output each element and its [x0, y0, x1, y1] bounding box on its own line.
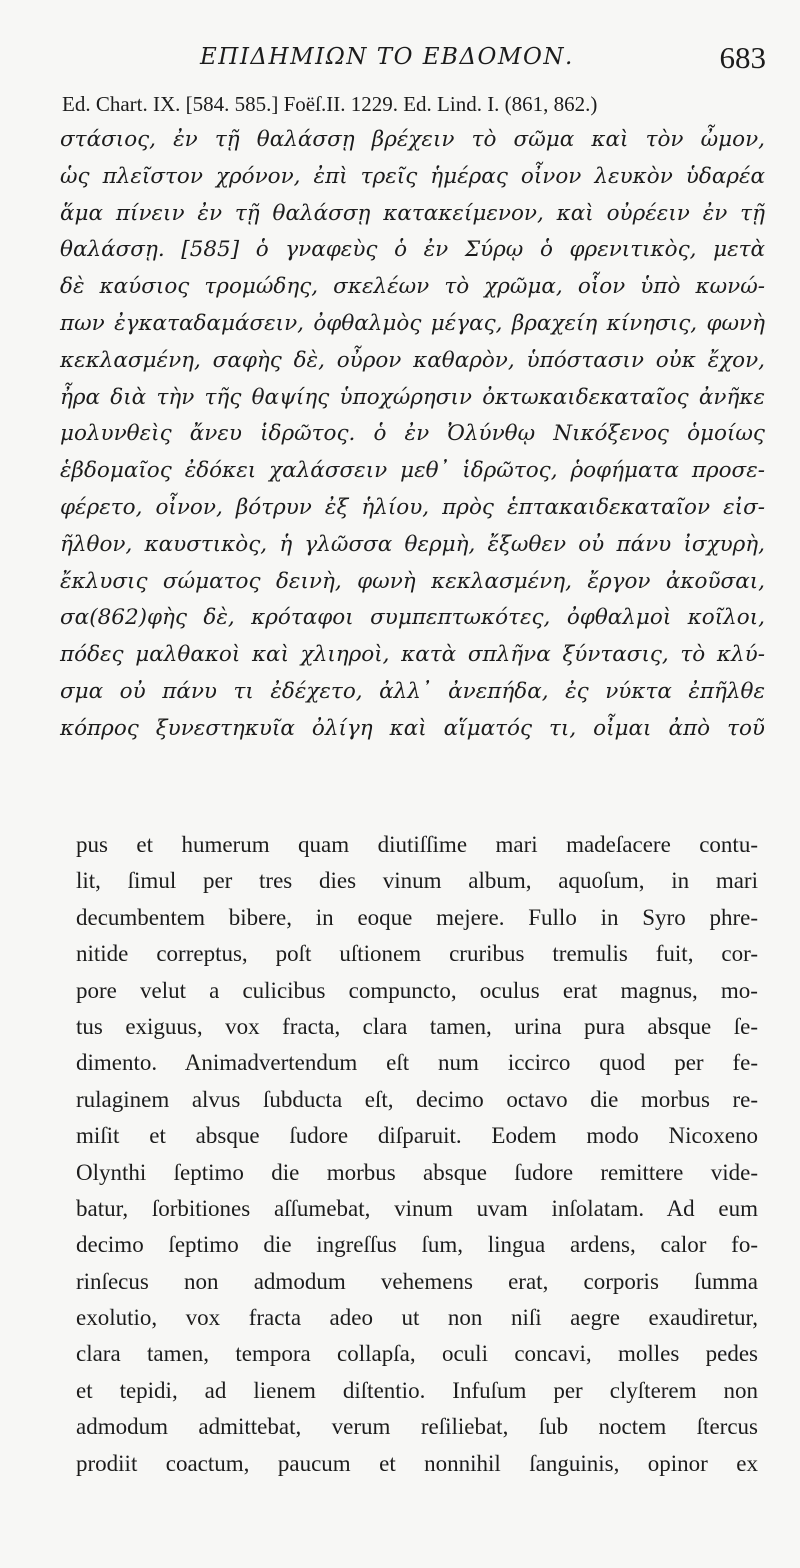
latin-text-line: nitide correptus, poſt uſtionem cruribus tremulis fuit, cor- — [76, 941, 758, 967]
greek-text-line: φέρετο, οἶνον, βότρυν ἐξ ἡλίου, πρὸς ἑπτακαιδεκαταῖον εἰσ- — [60, 494, 766, 520]
greek-text-line: μολυνθεὶς ἄνευ ἱδρῶτος. ὁ ἐν Ὀλύνθῳ Νικόξενος ὁμοίως — [60, 421, 765, 447]
latin-text-line: rulaginem alvus ſubducta eſt, decimo octavo die morbus re- — [76, 1086, 759, 1112]
page-number: 683 — [719, 40, 766, 75]
greek-text-line: ἔκλυσις σώματος δεινὴ, φωνὴ κεκλασμένη, ἔργον ἀκοῦσαι, — [60, 568, 766, 594]
greek-text-line: πων ἐγκαταδαμάσειν, ὀφθαλμὸς μέγας, βραχείη κίνησις, φωνὴ — [60, 310, 765, 336]
latin-text-line: exolutio, vox fracta adeo ut non niſi aegre exaudiretur, — [76, 1305, 759, 1331]
greek-text-line: σα(862)φὴς δὲ, κρόταφοι συμπεπτωκότες, ὀφθαλμοὶ κοῖλοι, — [60, 605, 765, 631]
greek-text-line: ἦρα διὰ τὴν τῆς θαψίης ὑποχώρησιν ὀκτωκαιδεκαταῖος ἀνῆκε — [60, 384, 766, 410]
greek-text-line: θαλάσσῃ. [585] ὁ γναφεὺς ὁ ἐν Σύρῳ ὁ φρενιτικὸς, μετὰ — [60, 237, 766, 263]
latin-text-line: Olynthi ſeptimo die morbus absque ſudore remittere vide- — [76, 1159, 758, 1185]
greek-text-line: κόπρος ξυνεστηκυῖα ὀλίγη καὶ αἵματός τι, οἶμαι ἀπὸ τοῦ — [60, 715, 765, 741]
latin-text-line: pore velut a culicibus compuncto, oculus erat magnus, mo- — [76, 977, 758, 1003]
latin-translation-block — [76, 827, 766, 1482]
latin-text-line: pus et humerum quam diutiſſime mari madeſacere contu- — [76, 832, 758, 857]
greek-text-line: ῆλθον, καυστικὸς, ἡ γλῶσσα θερμὴ, ἔξωθεν οὐ πάνυ ἰσχυρὴ, — [60, 531, 766, 557]
latin-text-line: dimento. Animadvertendum eſt num iccirco quod per fe- — [76, 1050, 759, 1076]
page-header — [60, 38, 770, 88]
latin-text-line: admodum admittebat, verum reſiliebat, ſub noctem ſtercus — [76, 1414, 758, 1440]
latin-text-line: tus exiguus, vox fracta, clara tamen, urina pura absque ſe- — [76, 1013, 759, 1039]
latin-text-line: batur, ſorbitiones aſſumebat, vinum uvam inſolatam. Ad eum — [76, 1195, 759, 1221]
greek-text-line: πόδες μαλθακοὶ καὶ χλιηροὶ, κατὰ σπλῆνα ξύντασις, τὸ κλύ- — [60, 642, 765, 668]
greek-text-line: ἑβδομαῖος ἐδόκει χαλάσσειν μεθ᾽ ἱδρῶτος, ῥοφήματα προσε- — [60, 458, 766, 484]
latin-text-line: decimo ſeptimo die ingreſſus ſum, lingua ardens, calor fo- — [76, 1232, 758, 1258]
latin-text-line: prodiit coactum, paucum et nonnihil ſanguinis, opinor ex — [76, 1450, 758, 1476]
latin-text-line: clara tamen, tempora collapſa, oculi concavi, molles pedes — [76, 1341, 758, 1367]
latin-text-line: lit, ſimul per tres dies vinum album, aquoſum, in mari — [76, 868, 758, 894]
running-head: ΕΠΙΔΗΜΙΩΝ ΤΟ ΕΒΔΟΜΟΝ. — [200, 44, 574, 70]
greek-text-line: ὡς πλεῖστον χρόνον, ἐπὶ τρεῖς ἡμέρας οἶνον λευκὸν ὑδαρέα — [60, 163, 766, 189]
greek-text-line: ἅμα πίνειν ἐν τῇ θαλάσσῃ κατακείμενον, καὶ οὐρέειν ἐν τῇ — [60, 200, 765, 226]
greek-text-line: σμα οὐ πάνυ τι ἐδέχετο, ἀλλ᾽ ἀνεπήδα, ἐς νύκτα ἐπῆλθε — [60, 678, 766, 704]
edition-reference: Ed. Chart. IX. [584. 585.] Foëſ.II. 1229. Ed. Lind. I. (861, 862.) — [62, 92, 598, 116]
latin-text-line: rinſecus non admodum vehemens erat, corporis ſumma — [76, 1268, 758, 1294]
latin-text-line: decumbentem bibere, in eoque mejere. Fullo in Syro phre- — [76, 904, 759, 930]
latin-text-line: et tepidi, ad lienem diſtentio. Infuſum per clyſterem non — [76, 1377, 759, 1403]
latin-text-line: miſit et absque ſudore diſparuit. Eodem modo Nicoxeno — [76, 1123, 758, 1149]
greek-text-line: κεκλασμένη, σαφὴς δὲ, οὖρον καθαρὸν, ὑπόστασιν οὐκ ἔχον, — [60, 347, 766, 373]
greek-text-line: στάσιος, ἐν τῇ θαλάσσῃ βρέχειν τὸ σῶμα καὶ τὸν ὦμον, — [60, 127, 765, 152]
greek-text-line: δὲ καύσιος τρομώδης, σκελέων τὸ χρῶμα, οἷον ὑπὸ κωνώ- — [60, 274, 766, 300]
greek-text-block — [60, 122, 770, 748]
